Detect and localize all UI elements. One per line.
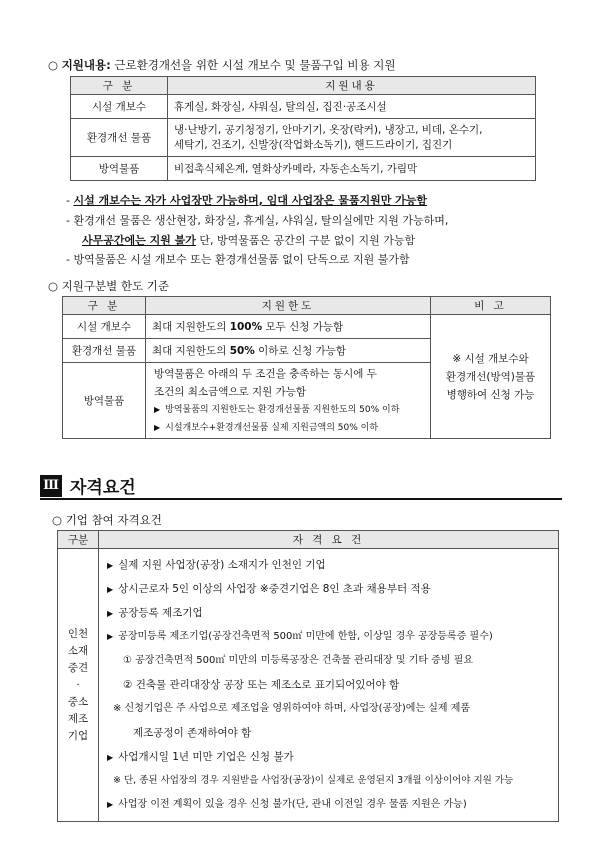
elig-requirements [99, 549, 559, 822]
col-category-header: 구 분 [71, 77, 168, 95]
limits-row-facility-limit: 최대 지원한도의 100% 모두 신청 가능함 [146, 315, 431, 339]
limits-col-category: 구 분 [63, 297, 146, 315]
note-2: - 환경개선 물품은 생산현장, 화장실, 휴게실, 샤워실, 탈의실에만 지원 가능하며, [66, 214, 449, 227]
triangle-bullet-icon: ▶ [107, 609, 114, 618]
requirement-item: ▶ 상시근로자 5인 이상의 사업장 ※중견기업은 8인 초과 채용부터 적용 [107, 583, 431, 595]
requirement-sub-item: ① 공장건축면적 500㎡ 미만의 미등록공장은 건축물 관리대장 및 기타 증빙 필요 [123, 655, 473, 666]
limits-row-facility-category: 시설 개보수 [63, 315, 146, 339]
triangle-bullet-icon: ▶ [107, 585, 114, 594]
note-1: - 시설 개보수는 자가 사업장만 가능하며, 임대 사업장은 물품지원만 가능함 [66, 194, 428, 207]
triangle-bullet-icon: ▶ [154, 404, 161, 414]
triangle-bullet-icon: ▶ [154, 422, 161, 432]
note-3: 사무공간에는 지원 불가 단, 방역물품은 공간의 구분 없이 지원 가능함 [82, 234, 416, 247]
limits-col-remark: 비 고 [431, 297, 551, 315]
row-goods-content: 냉·난방기, 공기청정기, 안마기기, 옷장(락커), 냉장고, 비데, 온수기, 세탁기, 건조기, 신발장(작업화소독기), 핸드드라이기, 집진기 [168, 119, 536, 157]
limits-heading: ○ 지원구분별 한도 기준 [48, 279, 169, 293]
col-content-header: 지원내용 [168, 77, 536, 95]
section-title: 자격요건 [70, 478, 136, 498]
eligibility-heading: ○ 기업 참여 자격요건 [52, 513, 162, 527]
circle-bullet-icon: ○ [48, 279, 62, 293]
support-table [70, 76, 536, 181]
limits-table [62, 296, 551, 439]
requirement-note: 제조공정이 존재하여야 함 [133, 727, 252, 739]
triangle-bullet-icon: ▶ [107, 753, 114, 762]
elig-col-category: 구분 [58, 531, 99, 549]
triangle-bullet-icon: ▶ [107, 632, 114, 641]
row-facility-content: 휴게실, 화장실, 샤워실, 탈의실, 집진·공조시설 [168, 95, 536, 119]
row-goods-category: 환경개선 물품 [71, 119, 168, 157]
requirement-note: ※ 신청기업은 주 사업으로 제조업을 영위하여야 하며, 사업장(공장)에는 실제 제품 [113, 703, 471, 714]
section-number: Ⅲ [40, 475, 62, 497]
requirement-item: ▶ 공장등록 제조기업 [107, 607, 203, 619]
section-header [40, 473, 136, 498]
limits-remark: ※ 시설 개보수와 환경개선(방역)물품 병행하여 신청 가능 [431, 315, 551, 439]
limits-row-goods-limit: 최대 지원한도의 50% 이하로 신청 가능함 [146, 339, 431, 363]
circle-bullet-icon: ○ [48, 58, 62, 72]
requirement-item: ▶ 공장미등록 제조기업(공장건축면적 500㎡ 미만에 한함, 이상일 경우 공장등록증 필수) [107, 631, 493, 642]
row-facility-category: 시설 개보수 [71, 95, 168, 119]
elig-col-requirements: 자 격 요 건 [99, 531, 559, 549]
section-divider [40, 498, 562, 500]
requirement-note: ※ 단, 종된 사업장의 경우 지원받을 사업장(공장)이 실제로 운영된지 3개월 이상이어야 지원 가능 [113, 775, 514, 786]
support-heading: ○ 지원내용: 근로환경개선을 위한 시설 개보수 및 물품구입 비용 지원 [48, 58, 396, 72]
limits-col-limit: 지원한도 [146, 297, 431, 315]
limits-row-goods-category: 환경개선 물품 [63, 339, 146, 363]
row-quarantine-content: 비접촉식체온계, 열화상카메라, 자동손소독기, 가림막 [168, 157, 536, 181]
requirement-item: ▶ 실제 지원 사업장(공장) 소재지가 인천인 기업 [107, 559, 326, 571]
requirement-item: ▶ 사업개시일 1년 미만 기업은 신청 불가 [107, 751, 294, 763]
row-quarantine-category: 방역물품 [71, 157, 168, 181]
note-4: - 방역물품은 시설 개보수 또는 환경개선물품 없이 단독으로 지원 불가함 [66, 253, 410, 266]
circle-bullet-icon: ○ [52, 513, 66, 527]
eligibility-table [57, 530, 559, 822]
triangle-bullet-icon: ▶ [107, 561, 114, 570]
requirement-sub-item: ② 건축물 관리대장상 공장 또는 제조소로 표기되어있어야 함 [123, 679, 400, 691]
limits-row-quarantine-category: 방역물품 [63, 363, 146, 439]
limits-row-quarantine-limit: 방역물품은 아래의 두 조건을 충족하는 동시에 두 조건의 최소금액으로 지원 가능함 ▶ 방역물품의 지원한도는 환경개선물품 지원한도의 50% 이하 ▶ 시설개보수+환경개선물품 실제 지원금액의 50% 이하 [146, 363, 431, 439]
elig-category: 인천 소재 중견 · 중소 제조 기업 [58, 549, 99, 822]
requirement-item: ▶ 사업장 이전 계획이 있을 경우 신청 불가(단, 관내 이전일 경우 물품 지원은 가능) [107, 799, 467, 810]
triangle-bullet-icon: ▶ [107, 800, 114, 809]
